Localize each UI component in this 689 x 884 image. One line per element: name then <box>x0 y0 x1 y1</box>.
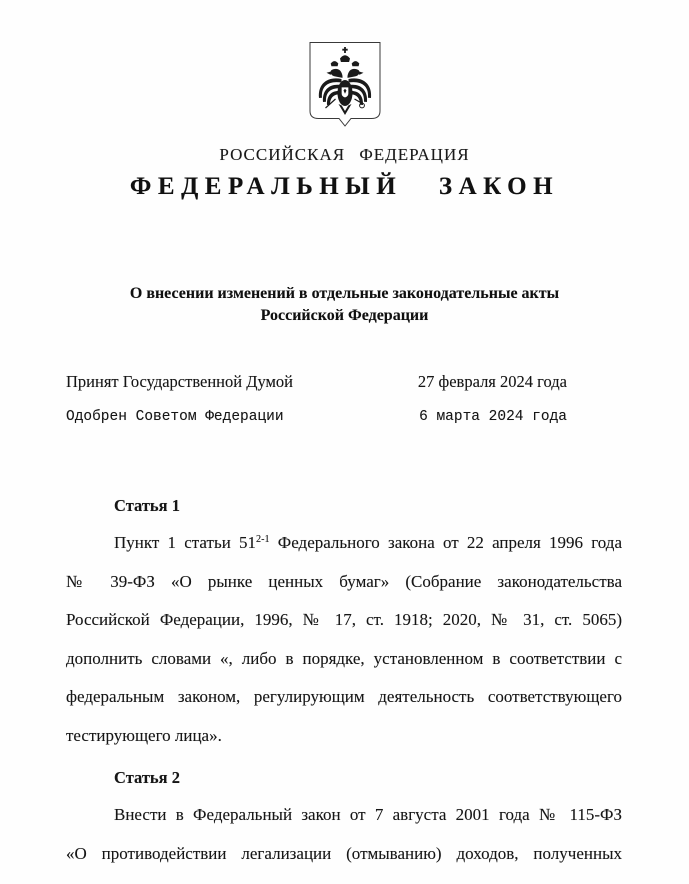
duma-date: 27 февраля 2024 года <box>417 372 567 391</box>
article <box>66 496 622 755</box>
coat-of-arms-box <box>309 42 380 127</box>
adoption-block <box>66 372 567 427</box>
adoption-row-council <box>66 407 567 427</box>
line-text: федеральным законом, регулирующим деятельность соответствующего <box>66 687 622 706</box>
line-text: Федерального закона от 22 апреля 1996 года <box>269 533 623 552</box>
article-line <box>66 640 622 679</box>
superscript-text: 2-1 <box>256 534 270 546</box>
line-text: Пункт 1 статьи 51 <box>114 533 256 552</box>
duma-label: Принят Государственной Думой <box>66 372 294 391</box>
russian-coat-of-arms-icon <box>309 42 380 127</box>
document-title <box>40 283 649 327</box>
document-type: ФЕДЕРАЛЬНЫЙ ЗАКОН <box>129 173 560 200</box>
article-heading: Статья 2 <box>114 768 180 787</box>
line-text: дополнить словами «, либо в порядке, установленном в соответствии с <box>66 648 622 668</box>
article-line <box>66 678 622 717</box>
article-line <box>66 835 622 874</box>
line-text: Внести в Федеральный закон от 7 августа 2001 года № 115-ФЗ <box>114 805 622 824</box>
document-title-line-2: Российской Федерации <box>260 307 429 324</box>
articles-section <box>66 496 622 873</box>
line-text: тестирующего лица». <box>66 725 222 745</box>
document-title-line-1: О внесении изменений в отдельные законодательные акты <box>129 285 560 302</box>
line-text: «О противодействии легализации (отмыванию) доходов, полученных <box>66 843 622 863</box>
article-line <box>66 601 622 640</box>
country-name: РОССИЙСКАЯ ФЕДЕРАЦИЯ <box>219 145 470 164</box>
adoption-row-duma <box>66 372 567 392</box>
article <box>66 768 622 873</box>
council-date: 6 марта 2024 года <box>419 409 567 425</box>
article-line <box>66 717 622 756</box>
article-line <box>66 524 622 563</box>
line-text: № 39-ФЗ «О рынке ценных бумаг» (Собрание законодательства <box>66 571 622 591</box>
line-text: Российской Федерации, 1996, № 17, ст. 1918; 2020, № 31, ст. 5065) <box>66 610 622 629</box>
article-line <box>66 796 622 835</box>
council-label: Одобрен Советом Федерации <box>66 409 284 425</box>
article-heading: Статья 1 <box>114 496 180 515</box>
article-line <box>66 563 622 602</box>
